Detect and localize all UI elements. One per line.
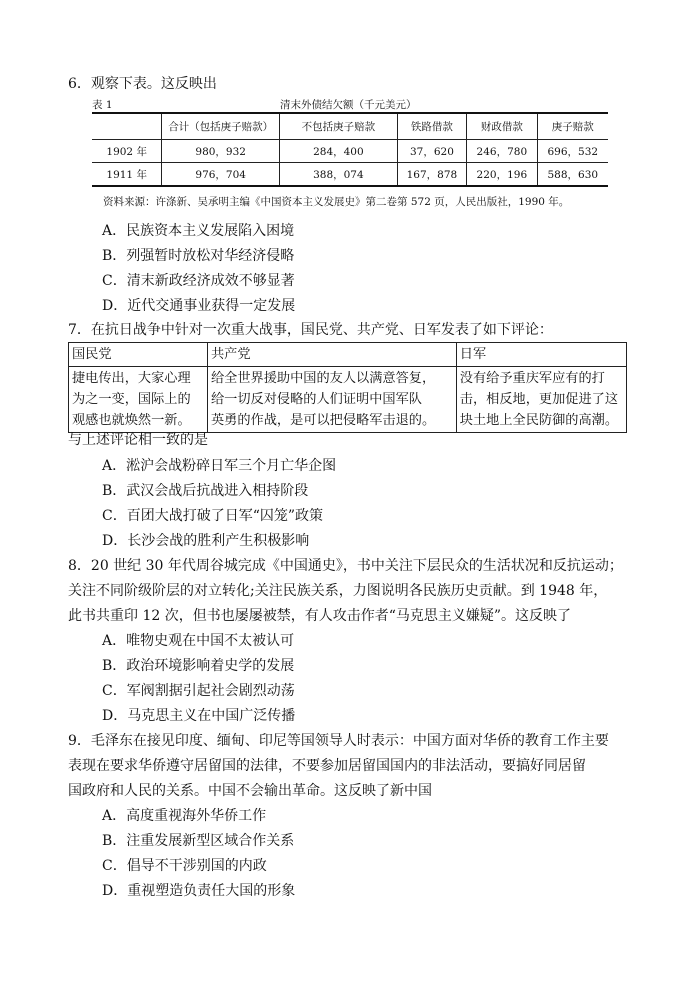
comment-line: 观感也就焕然一新。 bbox=[72, 413, 191, 428]
q6-stem: 6．观察下表。这反映出 bbox=[68, 76, 217, 92]
header-cell: 铁路借款 bbox=[397, 113, 466, 140]
header-cell: 合计（包括庚子赔款） bbox=[162, 113, 280, 140]
header-cell bbox=[92, 113, 162, 140]
table-title: 清末外债结欠额（千元美元） bbox=[280, 99, 417, 111]
header-cell: 不包括庚子赔款 bbox=[280, 113, 398, 140]
cpc-comment bbox=[207, 367, 456, 433]
debt-table bbox=[92, 112, 608, 187]
q7-followup: 与上述评论相一致的是 bbox=[68, 432, 208, 448]
q8-option-a: A．唯物史观在中国不太被认可 bbox=[102, 633, 295, 649]
value-cell: 37，620 bbox=[397, 140, 466, 163]
header-japan: 日军 bbox=[456, 343, 626, 367]
table-row bbox=[92, 163, 608, 187]
q8-option-c: C．军阀割据引起社会剧烈动荡 bbox=[102, 683, 295, 699]
q7-option-b: B．武汉会战后抗战进入相持阶段 bbox=[102, 483, 309, 499]
header-cell: 财政借款 bbox=[467, 113, 537, 140]
q7-option-c: C．百团大战打破了日军“囚笼”政策 bbox=[102, 508, 324, 524]
comment-line: 为之一变，国际上的 bbox=[72, 392, 191, 407]
value-cell: 980，932 bbox=[162, 140, 280, 163]
table-row bbox=[69, 367, 627, 433]
value-cell: 588，630 bbox=[537, 163, 608, 187]
value-cell: 167，878 bbox=[397, 163, 466, 187]
comment-line: 块土地上全民防御的高潮。 bbox=[459, 413, 619, 428]
comments-table bbox=[68, 342, 627, 433]
value-cell: 220，196 bbox=[467, 163, 537, 187]
q9-line-1: 9．毛泽东在接见印度、缅甸、印尼等国领导人时表示：中国方面对华侨的教育工作主要 bbox=[68, 733, 609, 749]
value-cell: 696，532 bbox=[537, 140, 608, 163]
q8-option-d: D．马克思主义在中国广泛传播 bbox=[102, 708, 296, 724]
q9-option-b: B．注重发展新型区域合作关系 bbox=[102, 833, 295, 849]
table-label: 表 1 bbox=[92, 99, 113, 111]
comment-line: 给一切反对侵略的人们证明中国军队 bbox=[210, 392, 422, 407]
header-cell: 庚子赔款 bbox=[537, 113, 608, 140]
q6-option-c: C．清末新政经济成效不够显著 bbox=[102, 273, 295, 289]
value-cell: 246，780 bbox=[467, 140, 537, 163]
year-cell: 1911 年 bbox=[92, 163, 162, 187]
q8-line-3: 此书共重印 12 次，但书也屡屡被禁，有人攻击作者“马克思主义嫌疑”。这反映了 bbox=[68, 608, 572, 624]
comment-line: 英勇的作战，是可以把侵略军击退的。 bbox=[210, 413, 436, 428]
table-row bbox=[92, 140, 608, 163]
q7-option-d: D．长沙会战的胜利产生积极影响 bbox=[102, 533, 310, 549]
japan-comment bbox=[456, 367, 626, 433]
q9-option-a: A．高度重视海外华侨工作 bbox=[102, 808, 267, 824]
comment-line: 没有给予重庆军应有的打 bbox=[459, 371, 605, 386]
value-cell: 976，704 bbox=[162, 163, 280, 187]
q7-stem: 7．在抗日战争中针对一次重大战事，国民党、共产党、日军发表了如下评论： bbox=[68, 322, 553, 338]
q6-option-b: B．列强暂时放松对华经济侵略 bbox=[102, 248, 295, 264]
table-header-row bbox=[69, 343, 627, 367]
comment-line: 击，相反地，更加促进了这 bbox=[459, 392, 619, 407]
kmt-comment bbox=[69, 367, 208, 433]
comment-line: 捷电传出，大家心理 bbox=[72, 371, 191, 386]
q7-option-a: A．淞沪会战粉碎日军三个月亡华企图 bbox=[102, 458, 337, 474]
q9-option-d: D．重视塑造负责任大国的形象 bbox=[102, 883, 296, 899]
header-kmt: 国民党 bbox=[69, 343, 208, 367]
q9-line-2: 表现在要求华侨遵守居留国的法律，不要参加居留国国内的非法活动，要搞好同居留 bbox=[68, 758, 586, 774]
table-header-row bbox=[92, 113, 608, 140]
q9-line-3: 国政府和人民的关系。中国不会输出革命。这反映了新中国 bbox=[68, 783, 432, 799]
comment-line: 给全世界援助中国的友人以满意答复， bbox=[210, 371, 436, 386]
q6-option-d: D．近代交通事业获得一定发展 bbox=[102, 298, 296, 314]
q9-option-c: C．倡导不干涉别国的内政 bbox=[102, 858, 267, 874]
year-cell: 1902 年 bbox=[92, 140, 162, 163]
header-cpc: 共产党 bbox=[207, 343, 456, 367]
table-source: 资料来源：许涤新、吴承明主编《中国资本主义发展史》第二卷第 572 页，人民出版社，1990 年。 bbox=[103, 196, 570, 208]
q8-option-b: B．政治环境影响着史学的发展 bbox=[102, 658, 295, 674]
value-cell: 284，400 bbox=[280, 140, 398, 163]
q8-line-1: 8．20 世纪 30 年代周谷城完成《中国通史》，书中关注下层民众的生活状况和反抗运动； bbox=[68, 558, 623, 574]
q6-option-a: A．民族资本主义发展陷入困境 bbox=[102, 223, 295, 239]
value-cell: 388，074 bbox=[280, 163, 398, 187]
q8-line-2: 关注不同阶级阶层的对立转化;关注民族关系，力图说明各民族历史贡献。到 1948 年， bbox=[68, 583, 608, 599]
